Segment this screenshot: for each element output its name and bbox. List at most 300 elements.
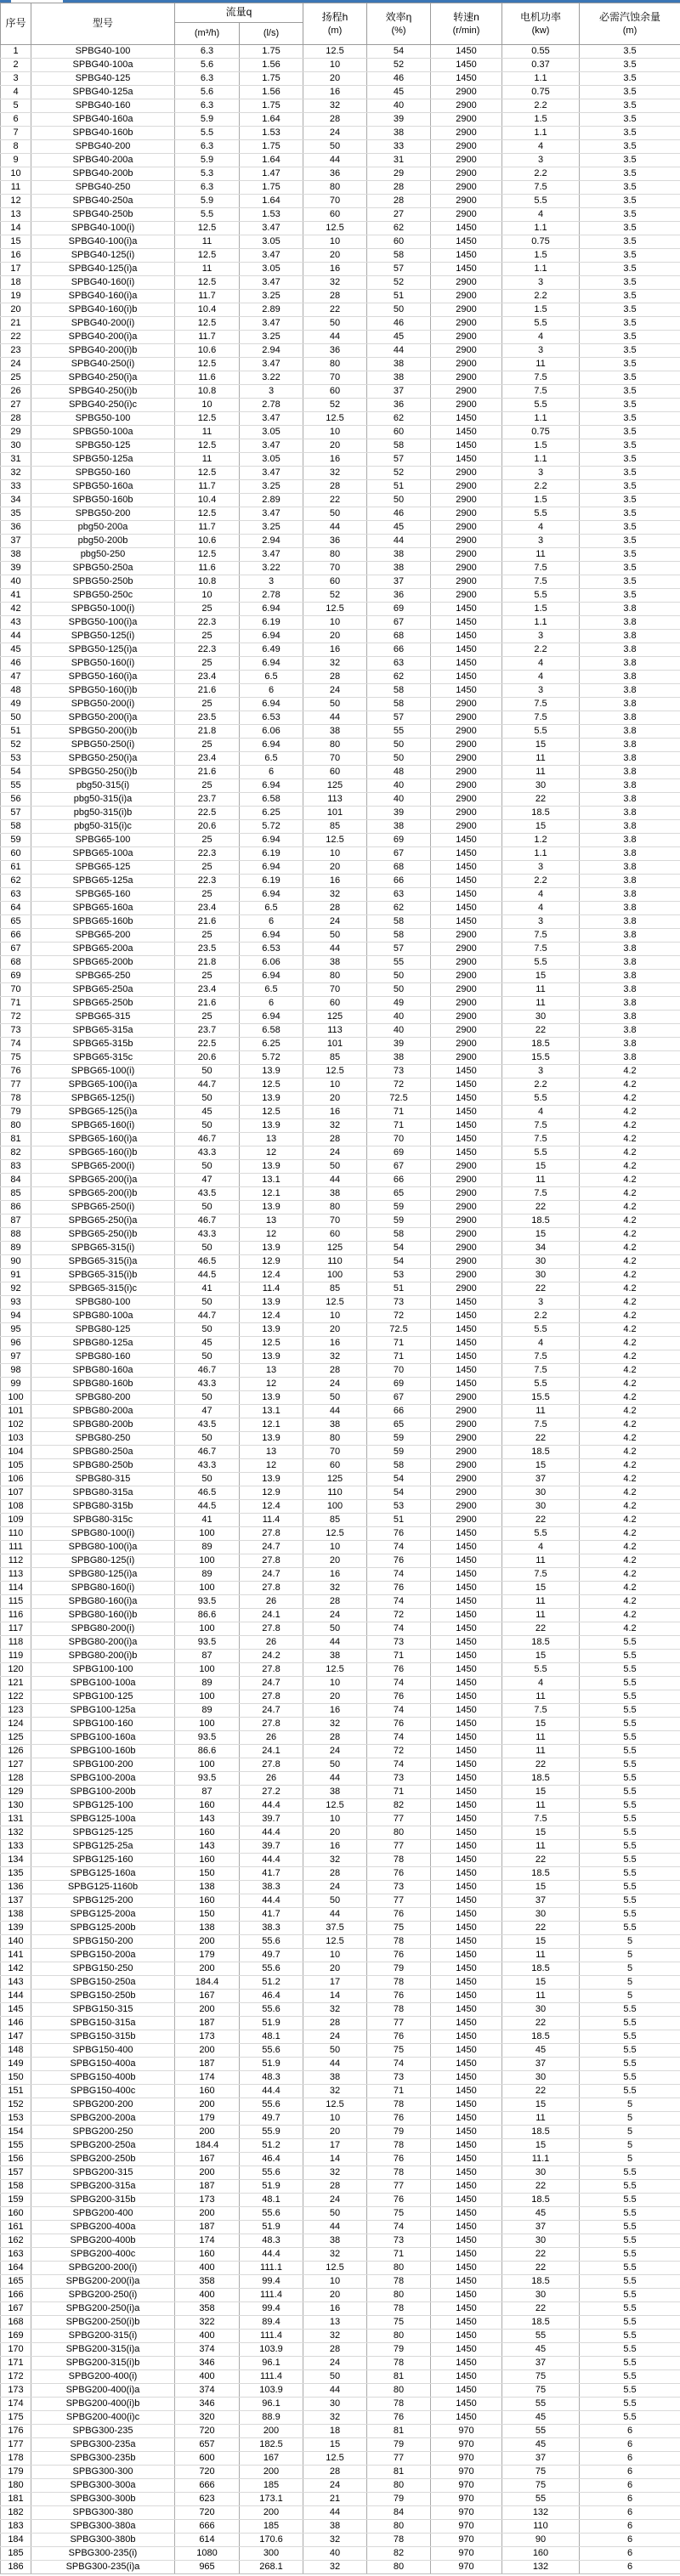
table-row: [1, 1391, 680, 1405]
efficiency-cell: 52: [367, 59, 431, 72]
npsh-cell: 3.8: [580, 1038, 680, 1051]
head-cell: 32: [303, 99, 367, 113]
npsh-cell: 4.2: [580, 1486, 680, 1500]
flow-m3h-cell: 46.5: [175, 1486, 240, 1500]
model-cell: SPBG50-200(i): [31, 698, 175, 711]
row-index-cell: 47: [1, 671, 31, 684]
flow-ls-cell: 12.1: [240, 1187, 303, 1201]
table-row: [1, 1894, 680, 1908]
head-cell: 24: [303, 2030, 367, 2044]
row-index-cell: 152: [1, 2098, 31, 2112]
model-cell: SPBG65-200a: [31, 943, 175, 956]
power-cell: 15: [502, 1160, 580, 1174]
col-header-power-label: 电机功率: [519, 11, 561, 24]
efficiency-cell: 80: [367, 2520, 431, 2534]
table-row: [1, 1350, 680, 1364]
flow-m3h-cell: 600: [175, 2452, 240, 2466]
model-cell: SPBG200-400(i)b: [31, 2398, 175, 2411]
efficiency-cell: 78: [367, 1935, 431, 1949]
power-cell: 22: [502, 2262, 580, 2275]
flow-ls-cell: 12: [240, 1228, 303, 1242]
row-index-cell: 14: [1, 222, 31, 235]
efficiency-cell: 70: [367, 1364, 431, 1378]
head-cell: 44: [303, 2506, 367, 2520]
head-cell: 18: [303, 2425, 367, 2438]
flow-m3h-cell: 720: [175, 2506, 240, 2520]
efficiency-cell: 48: [367, 766, 431, 779]
table-row: [1, 2411, 680, 2425]
speed-cell: 1450: [431, 915, 502, 929]
table-row: [1, 2370, 680, 2384]
npsh-cell: 4.2: [580, 1432, 680, 1446]
flow-m3h-cell: 43.3: [175, 1459, 240, 1473]
pump-spec-table: [0, 3, 680, 2574]
flow-m3h-cell: 44.7: [175, 1310, 240, 1323]
table-row: [1, 1663, 680, 1677]
head-cell: 22: [303, 303, 367, 317]
model-cell: SPBG65-100: [31, 834, 175, 847]
flow-ls-cell: 99.4: [240, 2275, 303, 2289]
model-cell: SPBG40-200: [31, 140, 175, 154]
model-cell: SPBG80-200(i)a: [31, 1636, 175, 1650]
power-cell: 1.1: [502, 616, 580, 630]
npsh-cell: 3.5: [580, 195, 680, 208]
row-index-cell: 156: [1, 2153, 31, 2166]
table-row: [1, 303, 680, 317]
speed-cell: 2900: [431, 698, 502, 711]
speed-cell: 1450: [431, 1813, 502, 1826]
flow-m3h-cell: 45: [175, 1337, 240, 1350]
model-cell: SPBG40-125: [31, 72, 175, 86]
npsh-cell: 6: [580, 2534, 680, 2547]
power-cell: 0.75: [502, 426, 580, 439]
efficiency-cell: 46: [367, 317, 431, 331]
table-row: [1, 1786, 680, 1799]
speed-cell: 1450: [431, 1854, 502, 1867]
table-row: [1, 1228, 680, 1242]
power-cell: 18.5: [502, 1214, 580, 1228]
flow-ls-cell: 96.1: [240, 2398, 303, 2411]
head-cell: 10: [303, 59, 367, 72]
head-cell: 80: [303, 1432, 367, 1446]
efficiency-cell: 76: [367, 1718, 431, 1731]
model-cell: SPBG40-125(i): [31, 249, 175, 263]
power-cell: 18.5: [502, 1038, 580, 1051]
flow-ls-cell: 3.22: [240, 562, 303, 575]
model-cell: SPBG200-200a: [31, 2112, 175, 2126]
row-index-cell: 33: [1, 480, 31, 494]
efficiency-cell: 80: [367, 2561, 431, 2574]
power-cell: 4: [502, 1106, 580, 1119]
speed-cell: 1450: [431, 2275, 502, 2289]
flow-ls-cell: 3.47: [240, 548, 303, 562]
speed-cell: 1450: [431, 1826, 502, 1840]
npsh-cell: 3.5: [580, 167, 680, 181]
row-index-cell: 51: [1, 725, 31, 739]
speed-cell: 2900: [431, 983, 502, 997]
model-cell: SPBG200-250(i)a: [31, 2302, 175, 2316]
head-cell: 32: [303, 276, 367, 290]
power-cell: 45: [502, 2411, 580, 2425]
power-cell: 11.1: [502, 2153, 580, 2166]
npsh-cell: 5.5: [580, 1908, 680, 1922]
table-row: [1, 72, 680, 86]
npsh-cell: 3.8: [580, 616, 680, 630]
row-index-cell: 114: [1, 1582, 31, 1595]
flow-m3h-cell: 21.6: [175, 997, 240, 1011]
flow-m3h-cell: 25: [175, 861, 240, 875]
model-cell: pbg50-250: [31, 548, 175, 562]
row-index-cell: 1: [1, 45, 31, 59]
efficiency-cell: 76: [367, 2194, 431, 2207]
flow-ls-cell: 55.6: [240, 1935, 303, 1949]
efficiency-cell: 40: [367, 779, 431, 793]
power-cell: 3: [502, 154, 580, 167]
flow-m3h-cell: 150: [175, 1867, 240, 1881]
flow-ls-cell: 38.3: [240, 1922, 303, 1935]
head-cell: 125: [303, 1242, 367, 1255]
npsh-cell: 6: [580, 2425, 680, 2438]
flow-ls-cell: 111.4: [240, 2370, 303, 2384]
head-cell: 50: [303, 2370, 367, 2384]
efficiency-cell: 78: [367, 2003, 431, 2017]
power-cell: 3: [502, 1065, 580, 1079]
model-cell: SPBG50-250c: [31, 589, 175, 603]
efficiency-cell: 54: [367, 1473, 431, 1486]
flow-m3h-cell: 22.3: [175, 616, 240, 630]
head-cell: 70: [303, 562, 367, 575]
model-cell: SPBG300-380b: [31, 2534, 175, 2547]
model-cell: SPBG80-125(i): [31, 1554, 175, 1568]
flow-m3h-cell: 167: [175, 2153, 240, 2166]
model-cell: SPBG150-400c: [31, 2085, 175, 2098]
head-cell: 12.5: [303, 1065, 367, 1079]
head-cell: 32: [303, 2248, 367, 2262]
table-row: [1, 2248, 680, 2262]
table-row: [1, 344, 680, 358]
flow-ls-cell: 27.8: [240, 1527, 303, 1541]
model-cell: SPBG125-125: [31, 1826, 175, 1840]
model-cell: SPBG65-100(i): [31, 1065, 175, 1079]
head-cell: 32: [303, 1582, 367, 1595]
npsh-cell: 5.5: [580, 1690, 680, 1704]
head-cell: 24: [303, 127, 367, 140]
flow-ls-cell: 173.1: [240, 2493, 303, 2506]
model-cell: SPBG65-315(i)a: [31, 1255, 175, 1269]
power-cell: 11: [502, 358, 580, 371]
model-cell: SPBG65-160: [31, 888, 175, 902]
table-row: [1, 2262, 680, 2275]
speed-cell: 1450: [431, 1650, 502, 1663]
head-cell: 52: [303, 399, 367, 412]
model-cell: SPBG50-125(i): [31, 630, 175, 643]
flow-m3h-cell: 43.5: [175, 1187, 240, 1201]
npsh-cell: 3.5: [580, 331, 680, 344]
flow-m3h-cell: 374: [175, 2343, 240, 2357]
flow-m3h-cell: 965: [175, 2561, 240, 2574]
flow-m3h-cell: 150: [175, 1908, 240, 1922]
table-row: [1, 2126, 680, 2139]
table-row: [1, 2561, 680, 2574]
power-cell: 7.5: [502, 711, 580, 725]
flow-m3h-cell: 20.6: [175, 820, 240, 834]
table-row: [1, 2207, 680, 2221]
npsh-cell: 3.5: [580, 303, 680, 317]
flow-m3h-cell: 173: [175, 2030, 240, 2044]
flow-m3h-cell: 21.8: [175, 956, 240, 970]
row-index-cell: 99: [1, 1378, 31, 1391]
speed-cell: 1450: [431, 657, 502, 671]
speed-cell: 2900: [431, 1174, 502, 1187]
flow-ls-cell: 24.1: [240, 1609, 303, 1622]
flow-m3h-cell: 25: [175, 888, 240, 902]
efficiency-cell: 76: [367, 2112, 431, 2126]
speed-cell: 1450: [431, 1840, 502, 1854]
flow-ls-cell: 103.9: [240, 2343, 303, 2357]
flow-m3h-cell: 25: [175, 834, 240, 847]
flow-ls-cell: 3.47: [240, 467, 303, 480]
row-index-cell: 157: [1, 2166, 31, 2180]
head-cell: 80: [303, 181, 367, 195]
row-index-cell: 40: [1, 575, 31, 589]
efficiency-cell: 71: [367, 1337, 431, 1350]
table-row: [1, 2044, 680, 2058]
head-cell: 44: [303, 2384, 367, 2398]
row-index-cell: 186: [1, 2561, 31, 2574]
npsh-cell: 4.2: [580, 1106, 680, 1119]
row-index-cell: 49: [1, 698, 31, 711]
head-cell: 38: [303, 956, 367, 970]
model-cell: SPBG65-200b: [31, 956, 175, 970]
table-row: [1, 997, 680, 1011]
table-row: [1, 181, 680, 195]
speed-cell: 2900: [431, 290, 502, 303]
head-cell: 110: [303, 1255, 367, 1269]
flow-ls-cell: 1.64: [240, 113, 303, 127]
flow-m3h-cell: 43.3: [175, 1378, 240, 1391]
model-cell: SPBG65-200(i)b: [31, 1187, 175, 1201]
flow-m3h-cell: 25: [175, 779, 240, 793]
flow-ls-cell: 12.4: [240, 1269, 303, 1282]
npsh-cell: 4.2: [580, 1214, 680, 1228]
row-index-cell: 37: [1, 535, 31, 548]
flow-m3h-cell: 21.6: [175, 766, 240, 779]
flow-ls-cell: 1.56: [240, 86, 303, 99]
power-cell: 5.5: [502, 589, 580, 603]
table-row: [1, 317, 680, 331]
row-index-cell: 66: [1, 929, 31, 943]
npsh-cell: 4.2: [580, 1092, 680, 1106]
flow-ls-cell: 49.7: [240, 1949, 303, 1962]
flow-m3h-cell: 45: [175, 1106, 240, 1119]
speed-cell: 970: [431, 2520, 502, 2534]
flow-ls-cell: 13.9: [240, 1160, 303, 1174]
npsh-cell: 5.5: [580, 2030, 680, 2044]
table-row: [1, 467, 680, 480]
flow-ls-cell: 27.8: [240, 1758, 303, 1772]
speed-cell: 1450: [431, 1595, 502, 1609]
flow-m3h-cell: 100: [175, 1690, 240, 1704]
row-index-cell: 143: [1, 1976, 31, 1990]
flow-m3h-cell: 138: [175, 1881, 240, 1894]
table-row: [1, 915, 680, 929]
npsh-cell: 3.5: [580, 439, 680, 453]
power-cell: 11: [502, 766, 580, 779]
npsh-cell: 5.5: [580, 2071, 680, 2085]
model-cell: SPBG80-100(i): [31, 1527, 175, 1541]
model-cell: SPBG150-250: [31, 1962, 175, 1976]
table-row: [1, 2316, 680, 2330]
table-row: [1, 1255, 680, 1269]
row-index-cell: 154: [1, 2126, 31, 2139]
col-header-efficiency-unit: (%): [391, 25, 406, 36]
npsh-cell: 5.5: [580, 1758, 680, 1772]
efficiency-cell: 75: [367, 2316, 431, 2330]
model-cell: SPBG150-400a: [31, 2058, 175, 2071]
flow-m3h-cell: 25: [175, 657, 240, 671]
head-cell: 32: [303, 657, 367, 671]
table-row: [1, 2534, 680, 2547]
top-accent-bar-gap: [11, 0, 63, 3]
power-cell: 7.5: [502, 698, 580, 711]
speed-cell: 1450: [431, 2139, 502, 2153]
model-cell: SPBG65-315(i)c: [31, 1282, 175, 1296]
row-index-cell: 80: [1, 1119, 31, 1133]
model-cell: SPBG125-1160b: [31, 1881, 175, 1894]
speed-cell: 1450: [431, 1310, 502, 1323]
row-index-cell: 22: [1, 331, 31, 344]
col-header-index-label: 序号: [5, 17, 26, 30]
flow-ls-cell: 1.75: [240, 140, 303, 154]
flow-m3h-cell: 11: [175, 235, 240, 249]
flow-m3h-cell: 143: [175, 1840, 240, 1854]
power-cell: 18.5: [502, 2030, 580, 2044]
head-cell: 44: [303, 154, 367, 167]
efficiency-cell: 58: [367, 1228, 431, 1242]
flow-ls-cell: 89.4: [240, 2316, 303, 2330]
npsh-cell: 4.2: [580, 1514, 680, 1527]
table-row: [1, 276, 680, 290]
table-row: [1, 1622, 680, 1636]
flow-ls-cell: 46.4: [240, 2153, 303, 2166]
row-index-cell: 148: [1, 2044, 31, 2058]
row-index-cell: 84: [1, 1174, 31, 1187]
table-row: [1, 2547, 680, 2561]
npsh-cell: 3.5: [580, 371, 680, 385]
table-row: [1, 2425, 680, 2438]
flow-m3h-cell: 10.6: [175, 344, 240, 358]
flow-m3h-cell: 22.3: [175, 875, 240, 888]
flow-m3h-cell: 160: [175, 2248, 240, 2262]
flow-ls-cell: 111.1: [240, 2262, 303, 2275]
row-index-cell: 165: [1, 2275, 31, 2289]
model-cell: SPBG50-160a: [31, 480, 175, 494]
head-cell: 28: [303, 1731, 367, 1745]
row-index-cell: 21: [1, 317, 31, 331]
row-index-cell: 85: [1, 1187, 31, 1201]
table-row: [1, 956, 680, 970]
npsh-cell: 3.5: [580, 358, 680, 371]
head-cell: 24: [303, 2357, 367, 2370]
power-cell: 5.5: [502, 1378, 580, 1391]
table-row: [1, 698, 680, 711]
table-row: [1, 2343, 680, 2357]
row-index-cell: 65: [1, 915, 31, 929]
efficiency-cell: 33: [367, 140, 431, 154]
speed-cell: 1450: [431, 1704, 502, 1718]
power-cell: 7.5: [502, 1418, 580, 1432]
flow-ls-cell: 6: [240, 997, 303, 1011]
row-index-cell: 103: [1, 1432, 31, 1446]
speed-cell: 2900: [431, 1160, 502, 1174]
speed-cell: 2900: [431, 793, 502, 807]
flow-ls-cell: 44.4: [240, 1854, 303, 1867]
head-cell: 20: [303, 2289, 367, 2302]
power-cell: 3: [502, 467, 580, 480]
speed-cell: 2900: [431, 140, 502, 154]
npsh-cell: 3.8: [580, 902, 680, 915]
flow-m3h-cell: 5.5: [175, 208, 240, 222]
head-cell: 32: [303, 1854, 367, 1867]
table-row: [1, 2398, 680, 2411]
npsh-cell: 3.5: [580, 290, 680, 303]
power-cell: 3: [502, 535, 580, 548]
efficiency-cell: 69: [367, 603, 431, 616]
power-cell: 5.5: [502, 507, 580, 521]
flow-ls-cell: 48.3: [240, 2071, 303, 2085]
power-cell: 75: [502, 2479, 580, 2493]
efficiency-cell: 44: [367, 535, 431, 548]
row-index-cell: 16: [1, 249, 31, 263]
table-row: [1, 1106, 680, 1119]
efficiency-cell: 54: [367, 1486, 431, 1500]
flow-m3h-cell: 50: [175, 1242, 240, 1255]
flow-m3h-cell: 200: [175, 2207, 240, 2221]
head-cell: 16: [303, 453, 367, 467]
npsh-cell: 5.5: [580, 2357, 680, 2370]
table-row: [1, 2003, 680, 2017]
speed-cell: 1450: [431, 1718, 502, 1731]
row-index-cell: 70: [1, 983, 31, 997]
npsh-cell: 6: [580, 2506, 680, 2520]
head-cell: 85: [303, 1051, 367, 1065]
speed-cell: 1450: [431, 1976, 502, 1990]
row-index-cell: 145: [1, 2003, 31, 2017]
row-index-cell: 60: [1, 847, 31, 861]
head-cell: 12.5: [303, 2262, 367, 2275]
efficiency-cell: 73: [367, 1772, 431, 1786]
flow-m3h-cell: 43.3: [175, 1228, 240, 1242]
model-cell: SPBG40-250b: [31, 208, 175, 222]
model-cell: SPBG150-315a: [31, 2017, 175, 2030]
row-index-cell: 177: [1, 2438, 31, 2452]
table-row: [1, 752, 680, 766]
model-cell: SPBG80-125(i)a: [31, 1568, 175, 1582]
table-row: [1, 1908, 680, 1922]
npsh-cell: 5.5: [580, 2384, 680, 2398]
row-index-cell: 119: [1, 1650, 31, 1663]
flow-m3h-cell: 657: [175, 2438, 240, 2452]
power-cell: 30: [502, 1269, 580, 1282]
row-index-cell: 179: [1, 2466, 31, 2479]
head-cell: 113: [303, 793, 367, 807]
table-row: [1, 2221, 680, 2234]
table-row: [1, 2452, 680, 2466]
efficiency-cell: 80: [367, 1826, 431, 1840]
model-cell: SPBG40-160(i)a: [31, 290, 175, 303]
efficiency-cell: 57: [367, 711, 431, 725]
table-row: [1, 1364, 680, 1378]
